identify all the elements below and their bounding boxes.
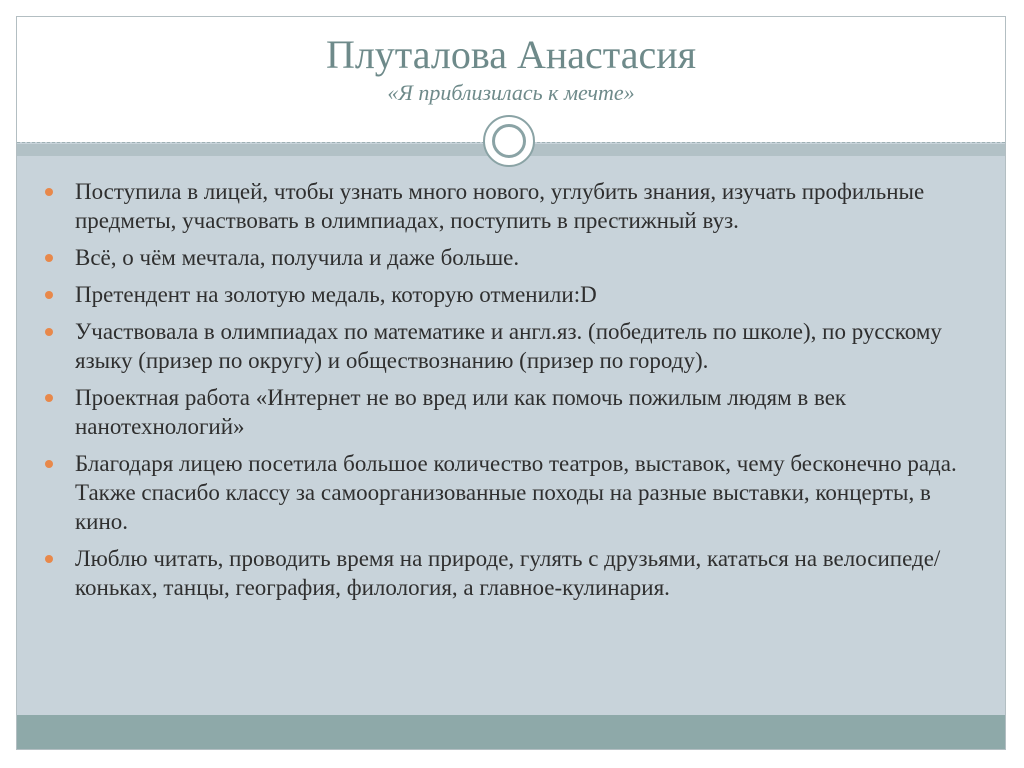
bullet-item: [39, 280, 979, 309]
bullet-item: [39, 383, 979, 441]
bullet-item: [39, 449, 979, 536]
slide: [16, 16, 1006, 750]
bullet-dot-icon: [45, 291, 53, 299]
bullet-list: [39, 177, 979, 602]
bullet-dot-icon: [45, 394, 53, 402]
slide-title: Плуталова Анастасия: [325, 32, 697, 77]
bullet-text: Всё, о чём мечтала, получила и даже больше.: [75, 245, 520, 270]
circle-ornament-icon: [483, 115, 535, 167]
slide-content: [39, 177, 979, 610]
bullet-text: Претендент на золотую медаль, которую отменили:D: [75, 282, 597, 307]
bullet-text: Участвовала в олимпиадах по математике и англ.яз. (победитель по школе), по русскому языку (призер по округу) и обществознанию (призер по городу).: [75, 319, 942, 373]
bullet-item: [39, 317, 979, 375]
footer-band: [17, 715, 1005, 749]
bullet-text: Благодаря лицею посетила большое количество театров, выставок, чему бесконечно рада. Также спасибо классу за самоорганизованные походы на разные выставки, концерты, в кино.: [75, 451, 957, 534]
bullet-dot-icon: [45, 460, 53, 468]
bullet-dot-icon: [45, 254, 53, 262]
bullet-item: [39, 544, 979, 602]
bullet-text: Поступила в лицей, чтобы узнать много нового, углубить знания, изучать профильные предметы, участвовать в олимпиадах, поступить в престижный вуз.: [75, 179, 925, 233]
bullet-item: [39, 177, 979, 235]
slide-subtitle: «Я приблизилась к мечте»: [387, 80, 635, 105]
bullet-dot-icon: [45, 555, 53, 563]
bullet-dot-icon: [45, 188, 53, 196]
bullet-dot-icon: [45, 328, 53, 336]
bullet-text: Люблю читать, проводить время на природе, гулять с друзьями, кататься на велосипеде/коньках, танцы, география, филология, а главное-кулинария.: [75, 546, 941, 600]
bullet-text: Проектная работа «Интернет не во вред или как помочь пожилым людям в век нанотехнологий»: [75, 385, 847, 439]
bullet-item: [39, 243, 979, 272]
